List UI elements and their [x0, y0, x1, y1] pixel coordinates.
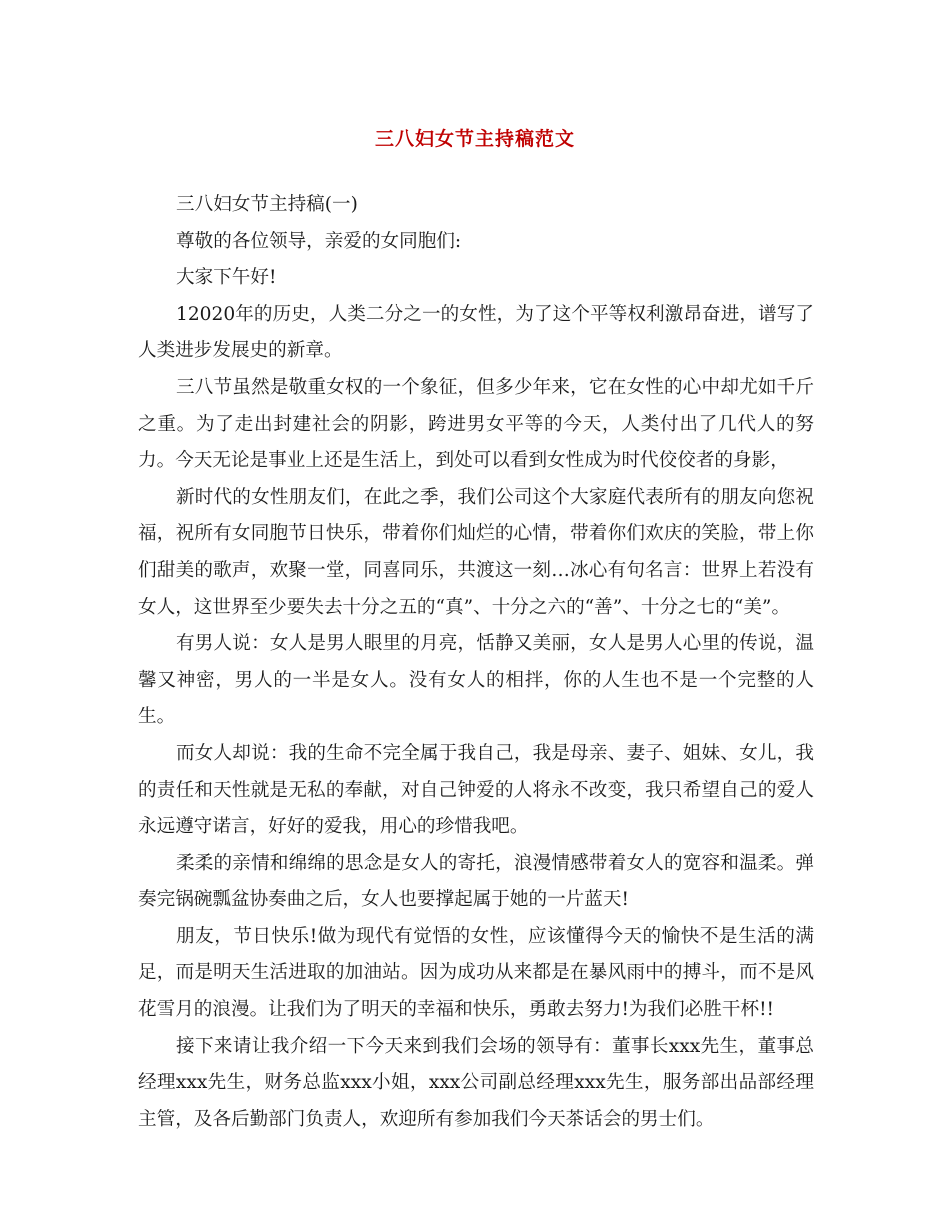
paragraph: 而女人却说：我的生命不完全属于我自己，我是母亲、妻子、姐妹、女儿，我的责任和天性就是无私的奉献，对自己钟爱的人将永不改变，我只希望自己的爱人永远遵守诺言，好好的爱我，用心的珍惜我吧。: [138, 742, 814, 838]
paragraph: 接下来请让我介绍一下今天来到我们会场的领导有：董事长xxx先生，董事总经理xxx先生，财务总监xxx小姐，xxx公司副总经理xxx先生，服务部出品部经理主管，及各后勤部门负责人，欢迎所有参加我们今天茶话会的男士们。: [138, 1035, 814, 1130]
paragraph: 12020年的历史，人类二分之一的女性，为了这个平等权利激昂奋进，谱写了人类进步发展史的新章。: [138, 303, 814, 362]
paragraph: 柔柔的亲情和绵绵的思念是女人的寄托，浪漫情感带着女人的宽容和温柔。弹奏完锅碗瓢盆协奏曲之后，女人也要撑起属于她的一片蓝天!: [138, 852, 814, 911]
paragraph-salutation: 尊敬的各位领导，亲爱的女同胞们:: [176, 230, 462, 252]
paragraph-heading: 三八妇女节主持稿(一): [176, 194, 358, 215]
paragraph-greeting: 大家下午好!: [176, 267, 277, 289]
paragraph: 新时代的女性朋友们，在此之季，我们公司这个大家庭代表所有的朋友向您祝福，祝所有女同胞节日快乐，带着你们灿烂的心情，带着你们欢庆的笑脸，带上你们甜美的歌声，欢聚一堂，同喜同乐，共渡这一刻…冰心有句名言：世界上若没有女人，这世界至少要失去十分之五的“真”、十分之六的“善”、十分之七的“美”。: [138, 486, 814, 618]
paragraph: 三八节虽然是敬重女权的一个象征，但多少年来，它在女性的心中却尤如千斤之重。为了走出封建社会的阴影，跨进男女平等的今天，人类付出了几代人的努力。今天无论是事业上还是生活上，到处可以看到女性成为时代佼佼者的身影，: [138, 376, 814, 472]
paragraph: 朋友，节日快乐!做为现代有觉悟的女性，应该懂得今天的愉快不是生活的满足，而是明天生活进取的加油站。因为成功从来都是在暴风雨中的搏斗，而不是风花雪月的浪漫。让我们为了明天的幸福和快乐，勇敢去努力!为我们必胜干杯!!: [138, 925, 814, 1021]
page-title: 三八妇女节主持稿范文: [374, 128, 575, 150]
paragraph: 有男人说：女人是男人眼里的月亮，恬静又美丽，女人是男人心里的传说，温馨又神密，男人的一半是女人。没有女人的相拌，你的人生也不是一个完整的人生。: [138, 633, 814, 728]
document-body: [138, 187, 814, 1138]
